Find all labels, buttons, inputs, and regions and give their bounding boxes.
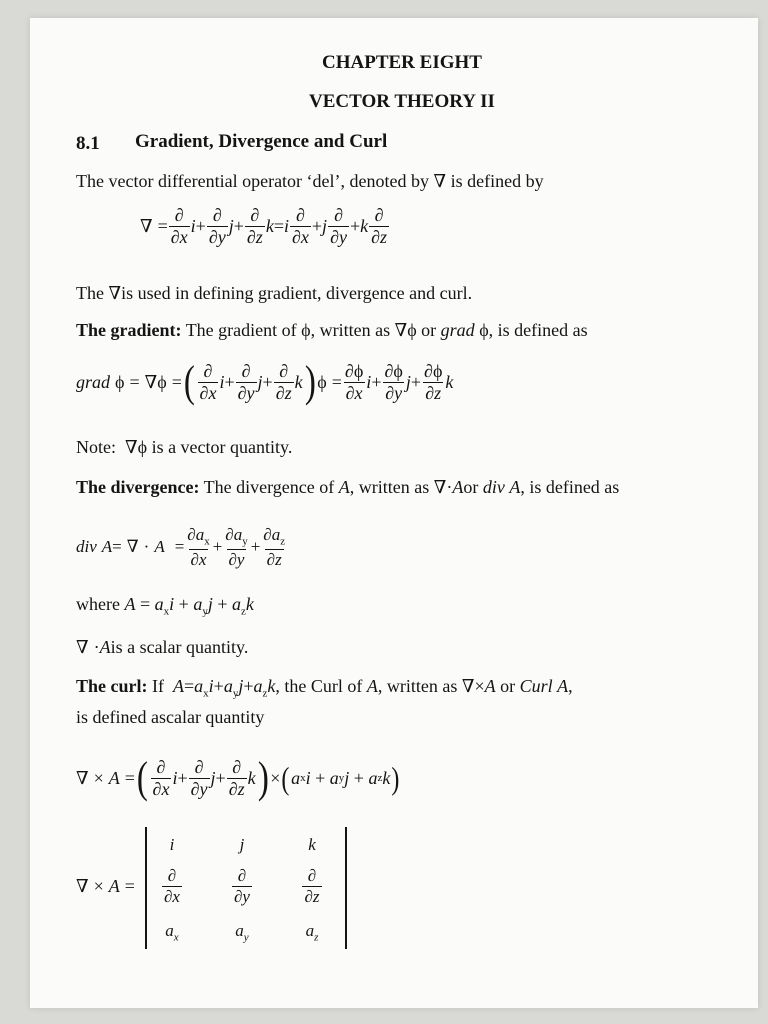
- chapter-subtitle: VECTOR THEORY II: [309, 91, 495, 112]
- intro-text-after: is defined by: [450, 171, 544, 191]
- curl-determinant: i j k $\frac{\partial}{\partial x}$ $\frac{\partial}{\partial y}$ $\frac{\partial}{\partial z}$ $a_x$ $a_y$ $a_z$: [145, 827, 347, 949]
- curl-definition-line-2: is defined ascalar quantity: [76, 707, 265, 727]
- gradient-label: The gradient:: [76, 320, 182, 340]
- section-title: Gradient, Divergence and Curl: [135, 131, 388, 152]
- document-page: [30, 18, 758, 1008]
- gradient-definition-line: The gradient: The gradient of ϕ, written as ∇ϕ or grad ϕ, is defined as: [76, 320, 588, 340]
- curl-definition-line: The curl: If $A=a_xi+a_yj+a_zk$, the Curl of A, written as ∇×A or Curl A,: [76, 676, 573, 700]
- divergence-equation: div A = ∇ · A = $\frac{\partial a_x}{\partial x}$ + $\frac{\partial a_y}{\partial y}$ + $\frac{\partial a_z}{\partial z}$: [76, 525, 286, 569]
- curl-label: The curl:: [76, 676, 148, 696]
- intro-text-before: The vector differential operator ‘del’, denoted by: [76, 171, 430, 191]
- where-line: where $A = a_xi + a_yj + a_zk$: [76, 594, 254, 618]
- curl-determinant-label: ∇ × A =: [76, 876, 135, 896]
- curl-equation: ∇ × A = ( $\frac{\partial}{\partial x}$ i + $\frac{\partial}{\partial y}$ j + $\frac{\partial}{\partial z}$ k ) × ( a x i + a y j + a z k ): [76, 753, 400, 802]
- section-number: 8.1: [76, 133, 100, 154]
- note-line: Note: ∇ϕ is a vector quantity.: [76, 437, 293, 457]
- gradient-equation: grad ϕ = ∇ ϕ = ( $\frac{\partial}{\partial x}$ i + $\frac{\partial}{\partial y}$ j + $\frac{\partial}{\partial z}$ k ) ϕ = $\frac{\partial\phi}{\partial x}$ i + $\frac{\partial\phi}{\partial y}$ j + $\frac{\partial\phi}{\partial z}$ k: [76, 357, 454, 406]
- del-symbol: ∇: [433, 171, 447, 191]
- del-usage-line: The ∇is used in defining gradient, divergence and curl.: [76, 283, 473, 303]
- divergence-definition-line: The divergence: The divergence of A, written as ∇·Aor div A, is defined as: [76, 477, 620, 497]
- divergence-label: The divergence:: [76, 477, 200, 497]
- intro-line: [76, 171, 544, 192]
- scalar-quantity-line: ∇ ·Ais a scalar quantity.: [76, 637, 249, 657]
- del-definition-equation: ∇ = $\frac{\partial}{\partial x}$ i + $\frac{\partial}{\partial y}$ j + $\frac{\partial}{\partial z}$ k = i $\frac{\partial}{\partial x}$ + j $\frac{\partial}{\partial y}$ + k $\frac{\partial}{\partial z}$: [140, 205, 388, 247]
- chapter-title: CHAPTER EIGHT: [322, 52, 482, 73]
